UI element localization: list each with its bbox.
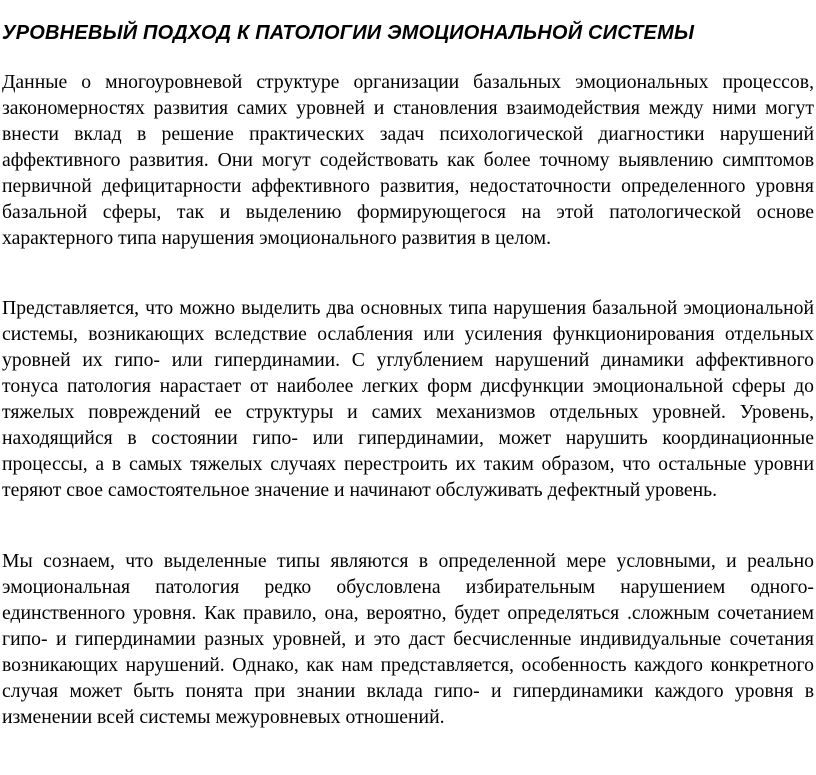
paragraph-1: Данные о многоуровневой структуре организации базальных эмоциональных процессов, закономерностях развития самих уровней и становления взаимодействия между ними могут внести вклад в решение практических задач психологической диагностики нарушений аффективного развития. Они могут содействовать как более точному выявлению симптомов первичной дефицитарности аффективного развития, недостаточности определенного уровня базальной сферы, так и выделению формирующегося на этой патологической основе характерного типа нарушения эмоционального развития в целом. [2,71,814,249]
paragraph-3: Мы сознаем, что выделенные типы являются в определенной мере условными, и реально эмоциональная патология редко обусловлена избирательным нарушением одного-единственного уровня. Как правило, она, вероятно, будет определяться .сложным сочетанием гипо- и гипердинамии разных уровней, и это даст бесчисленные индивидуальные сочетания возникающих нарушений. Однако, как нам представляется, особенность каждого конкретного случая может быть понята при знании вклада гипо- и гипердинамики каждого уровня в изменении всей системы межуровневых отношений. [2,550,814,728]
document-title: УРОВНЕВЫЙ ПОДХОД К ПАТОЛОГИИ ЭМОЦИОНАЛЬНОЙ СИСТЕМЫ [2,22,695,44]
paragraph-2: Представляется, что можно выделить два основных типа нарушения базальной эмоциональной системы, возникающих вследствие ослабления или усиления функционирования отдельных уровней их гипо- или гипердинамии. С углублением нарушений динамики аффективного тонуса патология нарастает от наиболее легких форм дисфункции эмоциональной сферы до тяжелых повреждений ее структуры и самих механизмов отдельных уровней. Уровень, находящийся в состоянии гипо- или гипердинамии, может нарушить координационные процессы, а в самых тяжелых случаях перестроить их таким образом, что остальные уровни теряют свое самостоятельное значение и начинают обслуживать дефектный уровень. [2,297,814,501]
